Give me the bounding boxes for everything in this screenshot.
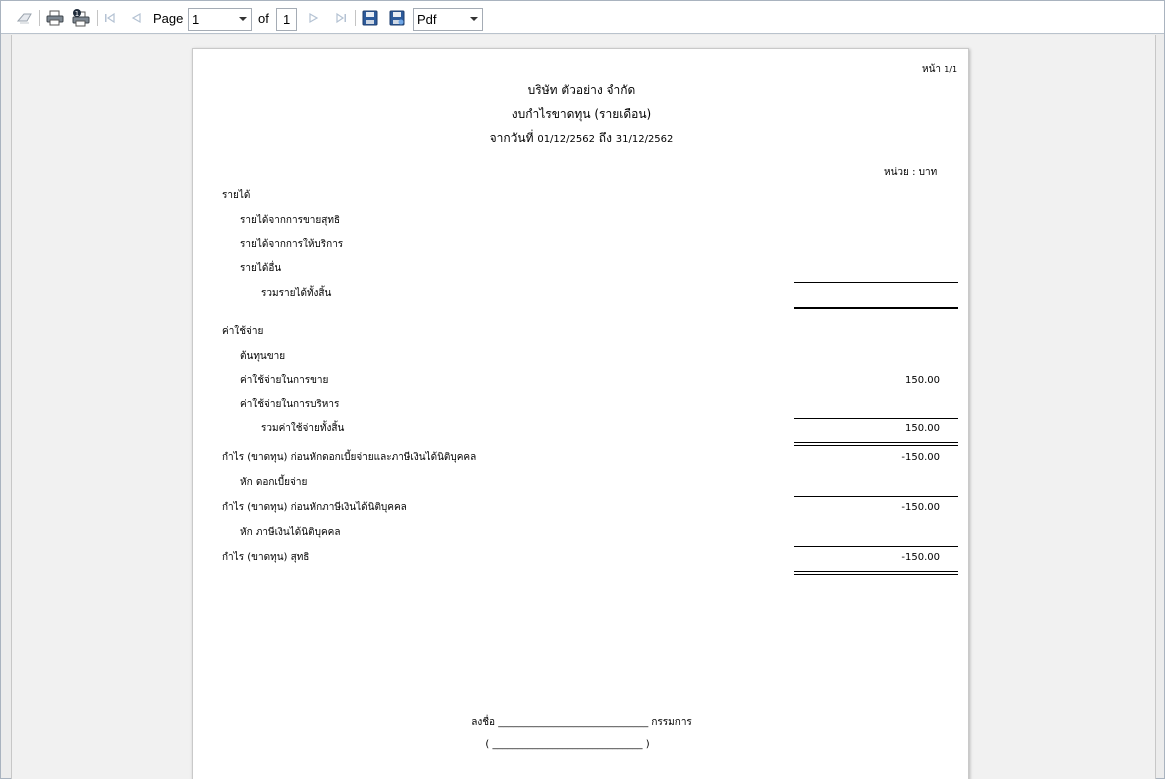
expense-total-value: 150.00 (905, 423, 940, 434)
unit-label: หน่วย : บาท (884, 167, 938, 178)
name-line (179, 738, 956, 751)
toolbar-separator (97, 10, 98, 26)
double-rule (794, 442, 958, 446)
of-label: of (258, 11, 269, 26)
next-page-icon[interactable] (306, 9, 322, 27)
name-close: ) (645, 739, 650, 750)
report-period (193, 131, 970, 147)
page-number-value: 1 (192, 12, 200, 27)
save-as-icon[interactable] (388, 9, 406, 27)
sign-line: ______________________________ (498, 717, 649, 728)
company-name: บริษัท ตัวอย่าง จำกัด (527, 83, 636, 97)
period-mid: ถึง (598, 131, 612, 145)
income-item: รายได้จากการขายสุทธิ (240, 215, 341, 226)
export-format-value: Pdf (417, 12, 437, 27)
expense-total-label: รวมค่าใช้จ่ายทั้งสิ้น (261, 423, 345, 434)
name-blank: ______________________________ (492, 739, 643, 750)
page-number-select[interactable] (188, 8, 252, 31)
period-from: 01/12/2562 (537, 134, 595, 145)
page-number-label-text: หน้า (922, 64, 942, 75)
net-profit-value: -150.00 (901, 552, 940, 563)
profit-before-tax-label: กำไร (ขาดทุน) ก่อนหักภาษีเงินได้นิติบุคคล (222, 502, 407, 513)
report-page (192, 48, 969, 779)
name-open: ( (485, 739, 490, 750)
tax-label: หัก ภาษีเงินได้นิติบุคคล (240, 527, 341, 538)
income-heading: รายได้ (222, 190, 251, 201)
profit-before-interest-label: กำไร (ขาดทุน) ก่อนหักดอกเบี้ยจ่ายและภาษีเงินได้นิติบุคคล (222, 452, 477, 463)
last-page-icon[interactable] (333, 9, 349, 27)
profit-before-tax-value: -150.00 (901, 502, 940, 513)
expense-item: ต้นทุนขาย (240, 351, 286, 362)
first-page-icon[interactable] (102, 9, 118, 27)
chevron-down-icon (470, 17, 478, 21)
expense-item: ค่าใช้จ่ายในการขาย (240, 375, 329, 386)
period-prefix: จากวันที่ (489, 131, 534, 145)
refresh-icon[interactable] (15, 9, 35, 27)
toolbar-separator (355, 10, 356, 26)
expense-item-value: 150.00 (905, 375, 940, 386)
subtotal-rule (794, 418, 958, 419)
total-pages-value: 1 (283, 12, 291, 27)
report-title: งบกำไรขาดทุน (รายเดือน) (511, 107, 652, 121)
income-total-label: รวมรายได้ทั้งสิ้น (261, 288, 332, 299)
period-to: 31/12/2562 (615, 134, 674, 145)
subtotal-rule (794, 282, 958, 283)
expense-heading: ค่าใช้จ่าย (222, 326, 264, 337)
toolbar (1, 1, 1164, 34)
double-rule (794, 571, 958, 575)
save-icon[interactable] (361, 9, 379, 27)
interest-label: หัก ดอกเบี้ยจ่าย (240, 477, 308, 488)
total-pages-box (276, 8, 297, 31)
chevron-down-icon (239, 17, 247, 21)
page-number-label-value: 1/1 (944, 65, 958, 74)
total-rule (794, 307, 958, 309)
page-number-label (922, 63, 957, 76)
toolbar-separator (39, 10, 40, 26)
signature-line (193, 716, 970, 729)
expense-item: ค่าใช้จ่ายในการบริหาร (240, 399, 340, 410)
svg-text:1: 1 (74, 10, 80, 18)
sign-label: ลงชื่อ (471, 717, 495, 728)
subtotal-rule (794, 496, 958, 497)
income-item: รายได้จากการให้บริการ (240, 239, 344, 250)
profit-before-interest-value: -150.00 (901, 452, 940, 463)
previous-page-icon[interactable] (128, 9, 144, 27)
page-label: Page (153, 11, 184, 26)
print-icon[interactable] (45, 9, 65, 27)
director-label: กรรมการ (651, 717, 692, 728)
subtotal-rule (794, 546, 958, 547)
export-format-select[interactable] (413, 8, 483, 31)
income-item: รายได้อื่น (240, 263, 282, 274)
net-profit-label: กำไร (ขาดทุน) สุทธิ (222, 552, 310, 563)
print-settings-icon[interactable] (70, 9, 92, 27)
